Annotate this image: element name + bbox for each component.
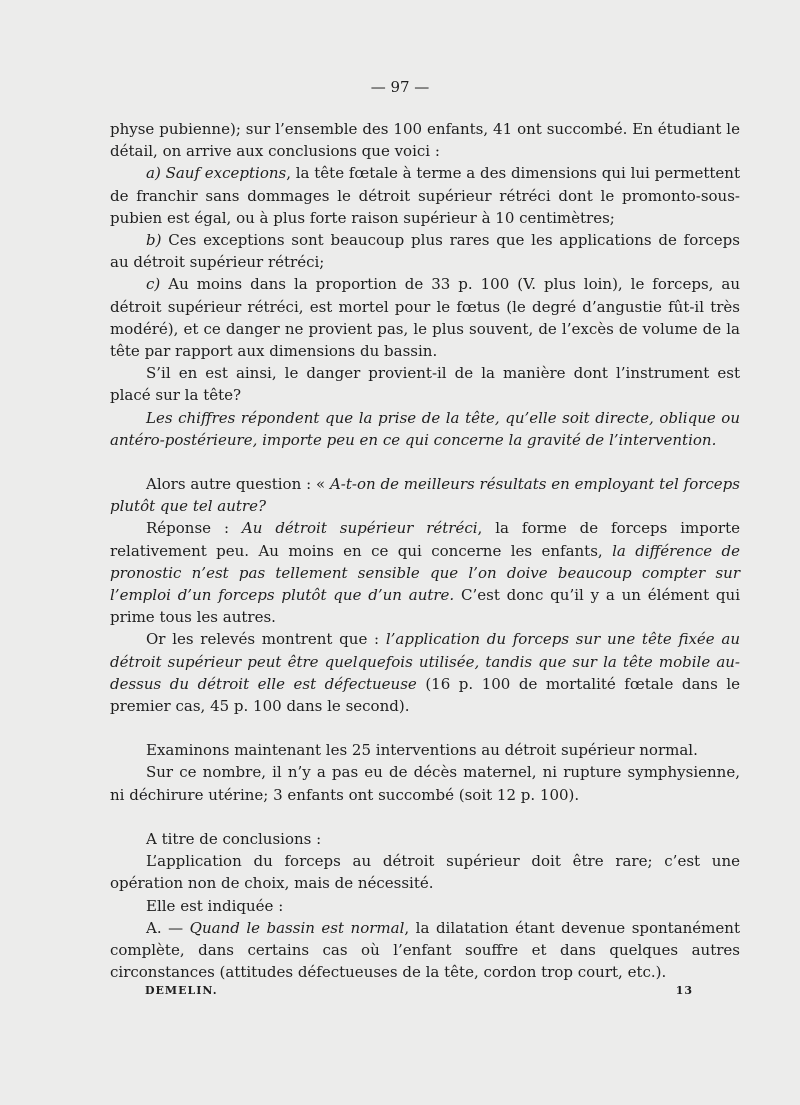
question-lead: Alors autre question : « bbox=[146, 475, 330, 494]
spacer bbox=[110, 806, 740, 828]
paragraph-conclusions-heading: A titre de conclusions : bbox=[146, 829, 322, 848]
paragraph-c bbox=[110, 273, 740, 362]
item-b-text: Ces exceptions sont beaucoup plus rares que les applications de forceps au détroit supérieur rétréci; bbox=[110, 231, 740, 272]
body-text bbox=[110, 118, 740, 983]
answer-text-1: , la forme de forceps importe relativement peu. Au moins en ce qui concerne les enfants, bbox=[110, 519, 740, 560]
records-lead: Or les relevés montrent que : bbox=[146, 630, 386, 649]
answer-lead: Réponse : bbox=[146, 519, 242, 538]
spacer bbox=[110, 717, 740, 739]
paragraph-answer bbox=[110, 517, 740, 628]
answer-emphasis-1: Au détroit supérieur rétréci bbox=[241, 519, 478, 538]
item-upper-a-label: A. — bbox=[146, 918, 190, 937]
paragraph-another-question bbox=[110, 473, 740, 517]
records-text: (16 p. 100 de mortalité fœtale dans le premier cas, 45 p. 100 dans le second). bbox=[110, 674, 740, 716]
item-a-label: a) bbox=[146, 164, 166, 183]
question-emphasis: A-t-on de meilleurs résultats en employant tel forceps plutôt que tel autre? bbox=[110, 475, 740, 516]
page-number: — 97 — bbox=[370, 78, 430, 96]
item-upper-a-emphasis: Quand le bassin est normal bbox=[189, 918, 405, 937]
item-a-text: , la tête fœtale à terme a des dimensions qui lui permettent de franchir sans dommages le détroit supérieur rétréci dont le promonto-sous-pubien est égal, ou à plus forte raison supérieur à 10 centimètres; bbox=[110, 164, 740, 227]
item-a-emphasis: Sauf exceptions bbox=[165, 164, 287, 183]
paragraph-question: S’il en est ainsi, le danger provient-il de la manière dont l’instrument est placé sur la tête? bbox=[110, 364, 740, 405]
paragraph-figures bbox=[110, 407, 740, 451]
item-b-label: b) bbox=[146, 231, 169, 250]
answer-text-2: C’est donc qu’il y a un élément qui prime tous les autres. bbox=[110, 586, 740, 627]
paragraph-conclusion-1: L’application du forceps au détroit supérieur doit être rare; c’est une opération non de choix, mais de nécessité. bbox=[110, 852, 740, 893]
figures-emphasis: Les chiffres répondent que la prise de la tête, qu’elle soit directe, oblique ou antéro-postérieure, importe peu en ce qui concerne la gravité de l’intervention. bbox=[110, 408, 740, 449]
item-c-label: c) bbox=[146, 275, 169, 294]
paragraph-results: Sur ce nombre, il n’y a pas eu de décès maternel, ni rupture symphysienne, ni déchirure utérine; 3 enfants ont succombé (soit 12 p. 100). bbox=[110, 763, 740, 804]
paragraph-b bbox=[110, 229, 740, 273]
spacer bbox=[110, 451, 740, 473]
answer-emphasis-2: la différence de pronostic n’est pas tellement sensible que l’on doive beaucoup compter sur l’emploi d’un forceps plutôt que d’un autre. bbox=[110, 541, 740, 605]
records-emphasis: l’application du forceps sur une tête fixée au détroit supérieur peut être quelquefois utilisée, tandis que sur la tête mobile au-dessus du détroit elle est défectueuse bbox=[110, 630, 741, 693]
item-c-text: Au moins dans la proportion de 33 p. 100 (V. plus loin), le forceps, au détroit supérieur rétréci, est mortel pour le fœtus (le degré d’angustie fût-il très modéré), et ce danger ne provient pas, le plus souvent, de l’excès de volume de la tête par rapport aux dimensions du bassin. bbox=[110, 275, 740, 361]
paragraph-a-upper bbox=[110, 917, 740, 984]
paragraph-records bbox=[110, 628, 740, 717]
paragraph-1: physe pubienne); sur l’ensemble des 100 enfants, 41 ont succombé. En étudiant le détail, on arrive aux conclusions que voici : bbox=[110, 120, 740, 161]
paragraph-a bbox=[110, 162, 740, 229]
item-upper-a-text: , la dilatation étant devenue spontanément complète, dans certains cas où l’enfant souffre et dans quelques autres circonstances (attitudes défectueuses de la tête, cordon trop court, etc.). bbox=[110, 918, 740, 982]
paragraph-indicated: Elle est indiquée : bbox=[146, 896, 284, 915]
footer-signature: DEMELIN. bbox=[145, 984, 218, 997]
footer-signature-number: 13 bbox=[675, 984, 693, 997]
paragraph-examine: Examinons maintenant les 25 interventions au détroit supérieur normal. bbox=[146, 741, 698, 760]
